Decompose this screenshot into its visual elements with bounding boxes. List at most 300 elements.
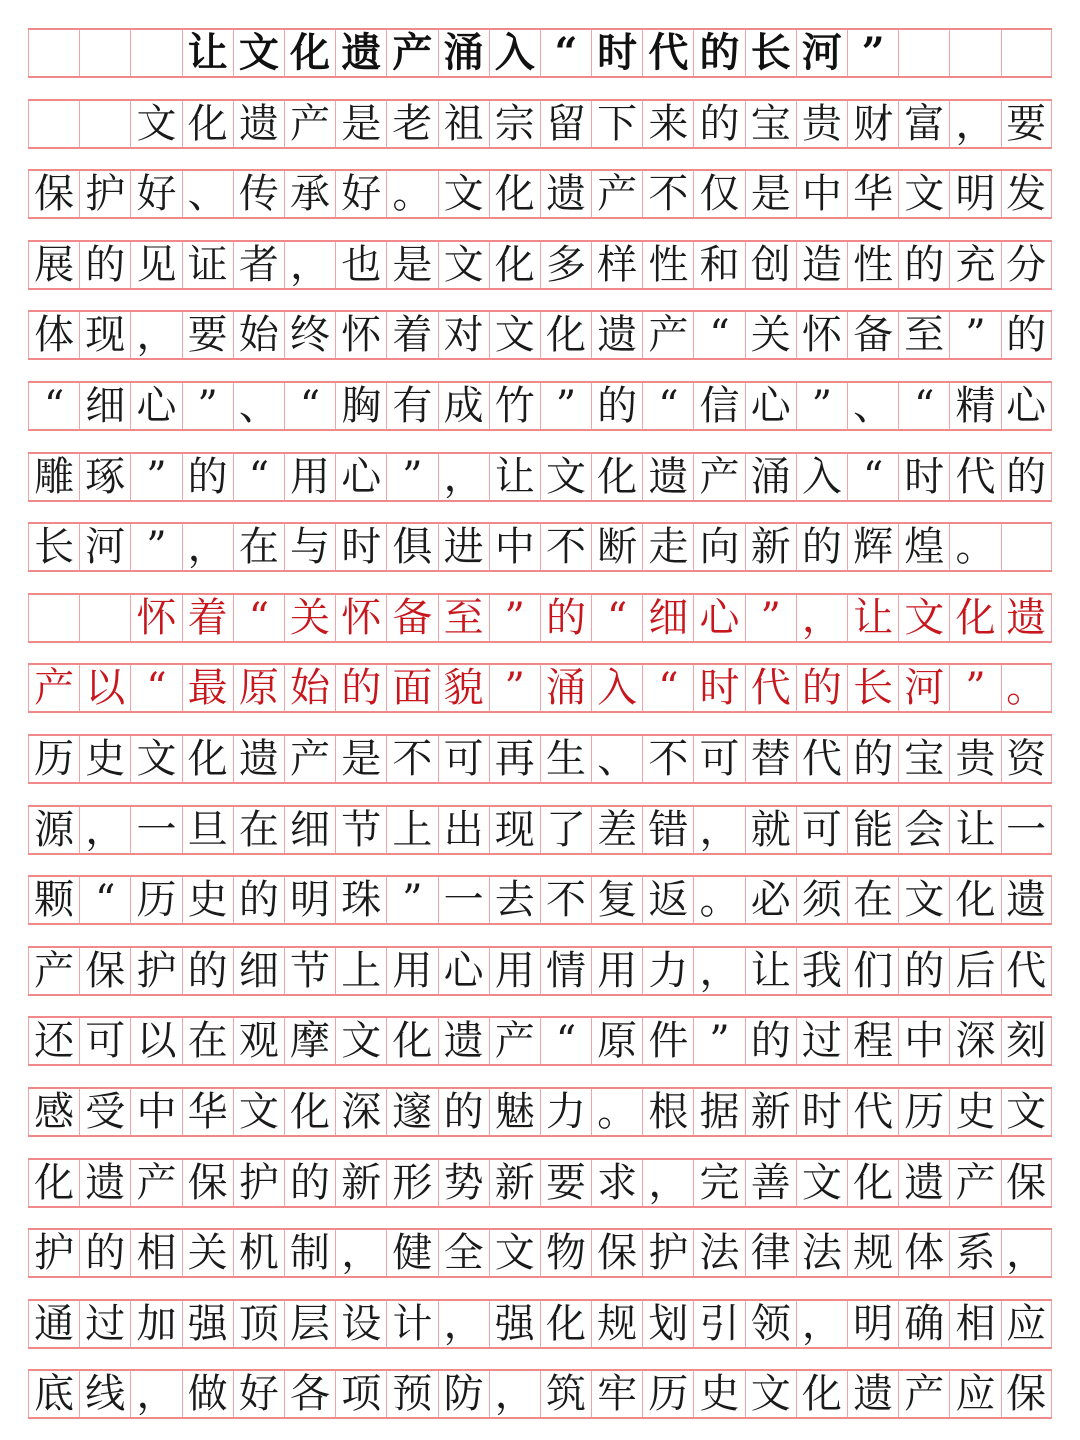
char-cell: 资 — [1001, 736, 1052, 782]
char-cell: 设 — [335, 1301, 386, 1347]
char-cell: 以 — [79, 665, 130, 711]
char-cell: 遗 — [847, 1371, 898, 1417]
char-cell: 化 — [540, 312, 591, 358]
char-cell: 文 — [898, 171, 949, 217]
char-cell: 始 — [233, 312, 284, 358]
char-cell: 细 — [233, 948, 284, 994]
char-cell: 的 — [796, 524, 847, 570]
char-cell: 代 — [796, 736, 847, 782]
char-cell: 富 — [898, 101, 949, 147]
char-cell: 强 — [182, 1301, 233, 1347]
char-cell: 备 — [847, 312, 898, 358]
char-cell: 一 — [438, 877, 489, 923]
title-char-cell: 文 — [233, 30, 284, 76]
char-cell: 颗 — [28, 877, 79, 923]
char-cell: 祖 — [438, 101, 489, 147]
char-cell: 性 — [847, 242, 898, 288]
char-cell: ， — [642, 1160, 693, 1206]
char-cell: ， — [693, 807, 744, 853]
char-cell: 见 — [130, 242, 181, 288]
char-cell: 信 — [693, 383, 744, 429]
char-cell: 在 — [847, 877, 898, 923]
char-cell: 魅 — [489, 1089, 540, 1135]
char-cell: 貌 — [438, 665, 489, 711]
char-cell: 预 — [386, 1371, 437, 1417]
char-cell: 线 — [79, 1371, 130, 1417]
title-char-cell: 长 — [745, 30, 796, 76]
char-cell: 可 — [693, 736, 744, 782]
char-cell: 长 — [847, 665, 898, 711]
title-char-cell: ” — [847, 30, 898, 76]
char-cell: 传 — [233, 171, 284, 217]
char-cell: 的 — [79, 1230, 130, 1276]
char-cell: ， — [796, 1301, 847, 1347]
char-cell: 有 — [386, 383, 437, 429]
char-cell: 旦 — [182, 807, 233, 853]
char-cell: 的 — [79, 242, 130, 288]
char-cell: 史 — [79, 736, 130, 782]
text-row — [28, 805, 1052, 855]
char-cell: 涌 — [745, 454, 796, 500]
char-cell: 了 — [540, 807, 591, 853]
char-cell: 善 — [745, 1160, 796, 1206]
char-cell: 节 — [335, 807, 386, 853]
char-cell: 化 — [386, 1018, 437, 1064]
char-cell: 承 — [284, 171, 335, 217]
char-cell: 相 — [949, 1301, 1000, 1347]
text-row — [28, 169, 1052, 219]
char-cell: 全 — [438, 1230, 489, 1276]
char-cell: 文 — [438, 171, 489, 217]
char-cell: 体 — [898, 1230, 949, 1276]
char-cell: 心 — [438, 948, 489, 994]
char-cell: 心 — [130, 383, 181, 429]
text-row — [28, 522, 1052, 572]
char-cell: 遗 — [1001, 595, 1052, 641]
char-cell: 让 — [745, 948, 796, 994]
char-cell: ， — [79, 807, 130, 853]
char-cell: 化 — [182, 101, 233, 147]
char-cell: “ — [642, 383, 693, 429]
char-cell: 化 — [591, 454, 642, 500]
char-cell: 护 — [130, 948, 181, 994]
char-cell: 后 — [949, 948, 1000, 994]
char-cell: 的 — [182, 948, 233, 994]
char-cell: 怀 — [796, 312, 847, 358]
char-cell: 生 — [540, 736, 591, 782]
char-cell: 细 — [79, 383, 130, 429]
char-cell: 下 — [591, 101, 642, 147]
char-cell: “ — [284, 383, 335, 429]
char-cell: 系 — [949, 1230, 1000, 1276]
char-cell: 源 — [28, 807, 79, 853]
char-cell — [28, 101, 79, 147]
char-cell: 护 — [642, 1230, 693, 1276]
title-char-cell — [898, 30, 949, 76]
char-cell: 化 — [284, 1089, 335, 1135]
char-cell: 老 — [386, 101, 437, 147]
char-cell: 不 — [540, 524, 591, 570]
char-cell: 仅 — [693, 171, 744, 217]
char-cell: 遗 — [233, 736, 284, 782]
char-cell: 来 — [642, 101, 693, 147]
char-cell: 法 — [693, 1230, 744, 1276]
text-row — [28, 99, 1052, 149]
char-cell: 历 — [130, 877, 181, 923]
char-cell: 的 — [1001, 312, 1052, 358]
char-cell: 刻 — [1001, 1018, 1052, 1064]
text-row — [28, 1369, 1052, 1419]
char-cell: 的 — [438, 1089, 489, 1135]
text-row — [28, 310, 1052, 360]
char-cell: 规 — [847, 1230, 898, 1276]
char-cell: 会 — [898, 807, 949, 853]
char-cell: ” — [386, 454, 437, 500]
char-cell: “ — [540, 1018, 591, 1064]
char-cell: 体 — [28, 312, 79, 358]
char-cell: 还 — [28, 1018, 79, 1064]
char-cell: 的 — [898, 948, 949, 994]
char-cell: 代 — [745, 665, 796, 711]
char-cell: ” — [796, 383, 847, 429]
char-cell: 文 — [1001, 1089, 1052, 1135]
char-cell: 历 — [898, 1089, 949, 1135]
char-cell: 代 — [949, 454, 1000, 500]
text-row — [28, 734, 1052, 784]
title-char-cell — [1001, 30, 1052, 76]
char-cell: 着 — [386, 312, 437, 358]
char-cell: 河 — [79, 524, 130, 570]
text-row — [28, 1158, 1052, 1208]
char-cell: 辉 — [847, 524, 898, 570]
char-cell: 好 — [335, 171, 386, 217]
char-cell: 化 — [949, 595, 1000, 641]
char-cell: 明 — [949, 171, 1000, 217]
title-char-cell: 代 — [642, 30, 693, 76]
char-cell: 完 — [693, 1160, 744, 1206]
title-char-cell — [79, 30, 130, 76]
char-cell: 心 — [745, 383, 796, 429]
char-cell: 心 — [335, 454, 386, 500]
char-cell: 遗 — [233, 101, 284, 147]
char-cell: 程 — [847, 1018, 898, 1064]
char-cell: 的 — [796, 665, 847, 711]
char-cell: 最 — [182, 665, 233, 711]
char-cell: “ — [898, 383, 949, 429]
title-char-cell: 遗 — [335, 30, 386, 76]
char-cell: 发 — [1001, 171, 1052, 217]
char-cell: 走 — [642, 524, 693, 570]
title-char-cell: 入 — [489, 30, 540, 76]
char-cell: 用 — [284, 454, 335, 500]
char-cell: “ — [847, 454, 898, 500]
char-cell: 产 — [28, 948, 79, 994]
char-cell: 出 — [438, 807, 489, 853]
char-cell: 怀 — [335, 595, 386, 641]
char-cell: 一 — [1001, 807, 1052, 853]
char-cell: 的 — [182, 454, 233, 500]
char-cell: ” — [130, 524, 181, 570]
char-cell: 证 — [182, 242, 233, 288]
char-cell: 历 — [28, 736, 79, 782]
char-cell: 层 — [284, 1301, 335, 1347]
char-cell: 新 — [745, 1089, 796, 1135]
char-cell: 势 — [438, 1160, 489, 1206]
char-cell: 替 — [745, 736, 796, 782]
char-cell: 华 — [847, 171, 898, 217]
text-row — [28, 593, 1052, 643]
char-cell: 至 — [898, 312, 949, 358]
char-cell: 据 — [693, 1089, 744, 1135]
char-cell — [28, 595, 79, 641]
char-cell: 一 — [130, 807, 181, 853]
char-cell: 遗 — [438, 1018, 489, 1064]
char-cell: 产 — [28, 665, 79, 711]
char-cell: 着 — [182, 595, 233, 641]
char-cell: 文 — [745, 1371, 796, 1417]
char-cell: 备 — [386, 595, 437, 641]
char-cell: 、 — [182, 171, 233, 217]
char-cell: 文 — [233, 1089, 284, 1135]
char-cell: 性 — [642, 242, 693, 288]
title-char-cell: 时 — [591, 30, 642, 76]
char-cell: 规 — [591, 1301, 642, 1347]
char-cell: 现 — [489, 807, 540, 853]
char-cell: 深 — [949, 1018, 1000, 1064]
char-cell: 文 — [489, 1230, 540, 1276]
char-cell: 的 — [335, 665, 386, 711]
char-cell: 宝 — [745, 101, 796, 147]
char-cell: 文 — [796, 1160, 847, 1206]
char-cell: ， — [130, 312, 181, 358]
char-cell: 的 — [693, 101, 744, 147]
char-cell: 精 — [949, 383, 1000, 429]
title-char-cell: 化 — [284, 30, 335, 76]
char-cell: 以 — [130, 1018, 181, 1064]
char-cell: “ — [591, 595, 642, 641]
char-cell — [79, 595, 130, 641]
char-cell: ， — [693, 948, 744, 994]
char-cell: 引 — [693, 1301, 744, 1347]
char-cell: 时 — [898, 454, 949, 500]
char-cell: 是 — [335, 736, 386, 782]
char-cell: ” — [182, 383, 233, 429]
char-cell: 我 — [796, 948, 847, 994]
char-cell: 的 — [284, 1160, 335, 1206]
char-cell: “ — [233, 454, 284, 500]
char-cell: 面 — [386, 665, 437, 711]
char-cell: 华 — [182, 1089, 233, 1135]
char-cell: 确 — [898, 1301, 949, 1347]
char-cell: 在 — [182, 1018, 233, 1064]
char-cell: 。 — [693, 877, 744, 923]
char-cell: 入 — [796, 454, 847, 500]
char-cell: 遗 — [898, 1160, 949, 1206]
text-row — [28, 946, 1052, 996]
char-cell: 、 — [233, 383, 284, 429]
char-cell: 应 — [1001, 1301, 1052, 1347]
text-row — [28, 1228, 1052, 1278]
char-cell: ， — [335, 1230, 386, 1276]
char-cell: 中 — [898, 1018, 949, 1064]
char-cell: 要 — [1001, 101, 1052, 147]
char-cell: 原 — [233, 665, 284, 711]
char-cell: 竹 — [489, 383, 540, 429]
char-cell: 让 — [847, 595, 898, 641]
char-cell: 的 — [591, 383, 642, 429]
char-cell: 机 — [233, 1230, 284, 1276]
char-cell: 充 — [949, 242, 1000, 288]
char-cell: ” — [489, 665, 540, 711]
char-cell: 造 — [796, 242, 847, 288]
char-cell: 遗 — [591, 312, 642, 358]
char-cell: 让 — [949, 807, 1000, 853]
text-row — [28, 875, 1052, 925]
char-cell: 入 — [591, 665, 642, 711]
char-cell: “ — [28, 383, 79, 429]
char-cell: 保 — [182, 1160, 233, 1206]
char-cell: 胸 — [335, 383, 386, 429]
char-cell: 错 — [642, 807, 693, 853]
char-cell: 中 — [796, 171, 847, 217]
char-cell: 可 — [79, 1018, 130, 1064]
char-cell: 至 — [438, 595, 489, 641]
char-cell: 要 — [182, 312, 233, 358]
char-cell: 文 — [130, 101, 181, 147]
char-cell: 时 — [796, 1089, 847, 1135]
char-cell: 关 — [745, 312, 796, 358]
char-cell: 相 — [130, 1230, 181, 1276]
char-cell: 不 — [386, 736, 437, 782]
char-cell: 须 — [796, 877, 847, 923]
char-cell: 在 — [233, 524, 284, 570]
char-cell: ， — [796, 595, 847, 641]
char-cell: 底 — [28, 1371, 79, 1417]
char-cell: 保 — [1001, 1371, 1052, 1417]
char-cell: 断 — [591, 524, 642, 570]
char-cell: 化 — [489, 171, 540, 217]
char-cell: 产 — [898, 1371, 949, 1417]
char-cell: 中 — [489, 524, 540, 570]
char-cell: 涌 — [540, 665, 591, 711]
char-cell: 文 — [130, 736, 181, 782]
char-cell: 各 — [284, 1371, 335, 1417]
char-cell: 件 — [642, 1018, 693, 1064]
char-cell: 怀 — [335, 312, 386, 358]
char-cell: 产 — [284, 736, 335, 782]
char-cell: 力 — [642, 948, 693, 994]
text-row — [28, 452, 1052, 502]
text-row — [28, 381, 1052, 431]
title-char-cell: 产 — [386, 30, 437, 76]
char-cell: 是 — [745, 171, 796, 217]
char-cell: ， — [182, 524, 233, 570]
char-cell: 。 — [949, 524, 1000, 570]
char-cell: 化 — [28, 1160, 79, 1206]
char-cell: 心 — [693, 595, 744, 641]
char-cell: 俱 — [386, 524, 437, 570]
char-cell: 法 — [796, 1230, 847, 1276]
char-cell: ” — [693, 1018, 744, 1064]
char-cell: 与 — [284, 524, 335, 570]
char-cell: ， — [284, 242, 335, 288]
char-cell: ” — [489, 595, 540, 641]
char-cell: 求 — [591, 1160, 642, 1206]
char-cell: 长 — [28, 524, 79, 570]
char-cell: 。 — [591, 1089, 642, 1135]
char-cell: 明 — [284, 877, 335, 923]
char-cell: 保 — [591, 1230, 642, 1276]
char-cell: 化 — [949, 877, 1000, 923]
text-row — [28, 1299, 1052, 1349]
char-cell: 河 — [898, 665, 949, 711]
char-cell: ， — [130, 1371, 181, 1417]
char-cell: 文 — [489, 312, 540, 358]
char-cell: 用 — [591, 948, 642, 994]
char-cell: 创 — [745, 242, 796, 288]
char-cell: “ — [642, 665, 693, 711]
char-cell: 多 — [540, 242, 591, 288]
char-cell: 摩 — [284, 1018, 335, 1064]
char-cell: 健 — [386, 1230, 437, 1276]
char-cell: 通 — [28, 1301, 79, 1347]
char-cell: 感 — [28, 1089, 79, 1135]
char-cell: 关 — [182, 1230, 233, 1276]
char-cell: 加 — [130, 1301, 181, 1347]
char-cell: 的 — [540, 595, 591, 641]
char-cell: 产 — [591, 171, 642, 217]
char-cell: 化 — [540, 1301, 591, 1347]
char-cell: 要 — [540, 1160, 591, 1206]
char-cell: 上 — [335, 948, 386, 994]
char-cell: 文 — [540, 454, 591, 500]
char-cell: 返 — [642, 877, 693, 923]
char-cell: 样 — [591, 242, 642, 288]
char-cell: 化 — [489, 242, 540, 288]
char-cell: 。 — [1001, 665, 1052, 711]
char-cell: 进 — [438, 524, 489, 570]
char-cell: 细 — [284, 807, 335, 853]
char-cell: 制 — [284, 1230, 335, 1276]
char-cell: 牢 — [591, 1371, 642, 1417]
title-char-cell: 涌 — [438, 30, 489, 76]
char-cell: 代 — [847, 1089, 898, 1135]
char-cell: 文 — [335, 1018, 386, 1064]
char-cell: 和 — [693, 242, 744, 288]
text-row — [28, 663, 1052, 713]
char-cell: 去 — [489, 877, 540, 923]
char-cell: ， — [489, 1371, 540, 1417]
char-cell: 不 — [540, 877, 591, 923]
char-cell: 领 — [745, 1301, 796, 1347]
title-char-cell — [130, 30, 181, 76]
char-cell: 好 — [130, 171, 181, 217]
char-cell: 的 — [233, 877, 284, 923]
char-cell: 必 — [745, 877, 796, 923]
char-cell: 根 — [642, 1089, 693, 1135]
text-row — [28, 1087, 1052, 1137]
char-cell: 筑 — [540, 1371, 591, 1417]
char-cell: 产 — [489, 1018, 540, 1064]
char-cell: 复 — [591, 877, 642, 923]
char-cell: 的 — [1001, 454, 1052, 500]
char-cell: 计 — [386, 1301, 437, 1347]
char-cell: 向 — [693, 524, 744, 570]
title-char-cell: 的 — [693, 30, 744, 76]
char-cell: 观 — [233, 1018, 284, 1064]
char-cell: 遗 — [1001, 877, 1052, 923]
char-cell: 、 — [847, 383, 898, 429]
